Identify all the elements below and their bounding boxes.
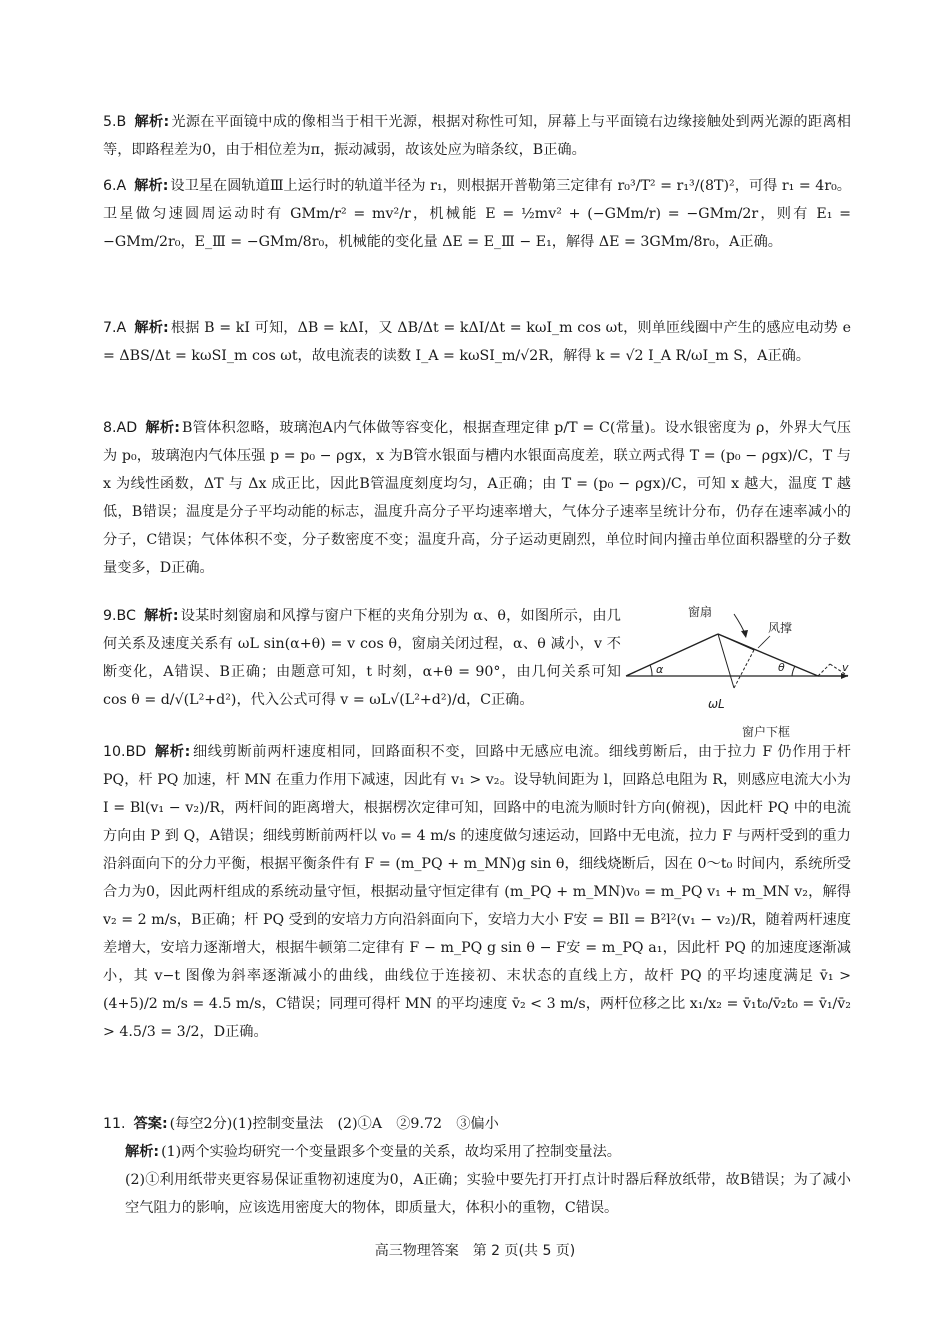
analysis-label: 解析: <box>154 744 191 760</box>
analysis-text: B管体积忽略，玻璃泡A内气体做等容变化，根据查理定律 p/T = C(常量)。设水银密度为 ρ，外界大气压为 p₀，玻璃泡内气体压强 p = p₀ − ρgx，x 为B管水银面与槽内水银面高度差，联立两式得 T = (p₀ − ρgx)/C，T 与 x 为线性函数，ΔT 与 Δx 成正比，因此B管温度刻度均匀，A正确；由 T = (p₀ − ρgx)/C，可知 x 越大，温度 T 越低，B错误；温度是分子平均动能的标志，温度升高分子平均速率增大，气体分子速率呈统计分布，仍存在速率减小的分子，C错误；气体体积不变，分子数密度不变；温度升高，分子运动更剧烈，单位时间内撞击单位面积器壁的分子数量变多，D正确。 <box>103 420 851 576</box>
theta-arc <box>792 666 795 676</box>
answer-q5 <box>103 108 851 164</box>
analysis-text: 细线剪断前两杆速度相同，回路面积不变，回路中无感应电流。细线剪断后，由于拉力 F 仍作用于杆 PQ，杆 PQ 加速，杆 MN 在重力作用下减速，因此有 v₁ > v₂。设导轨间距为 l，回路总电阻为 R，则感应电流大小为 I = Bl(v₁ − v₂)/R，两杆间的距离增大，根据楞次定律可知，回路中的电流为顺时针方向(俯视)，因此杆 PQ 中的电流方向由 P 到 Q，A错误；细线剪断前两杆以 v₀ = 4 m/s 的速度做匀速运动，回路中无电流，拉力 F 与两杆受到的重力沿斜面向下的分力平衡，根据平衡条件有 F = (m_PQ + m_MN)g sin θ，细线烧断后，因在 0～t₀ 时间内，系统所受合力为0，因此两杆组成的系统动量守恒，根据动量守恒定律有 (m_PQ + m_MN)v₀ = m_PQ v₁ + m_MN v₂，解得 v₂ = 2 m/s，B正确；杆 PQ 受到的安培力方向沿斜面向下，安培力大小 F安 = BIl = B²l²(v₁ − v₂)/R，随着两杆速度差增大，安培力逐渐增大，根据牛顿第二定律有 F − m_PQ g sin θ − F安 = m_PQ a₁，因此杆 PQ 的加速度逐渐减小，其 v−t 图像为斜率逐渐减小的曲线，曲线位于连接初、末状态的直线上方，故杆 PQ 的平均速度满足 v̄₁ > (4+5)/2 m/s = 4.5 m/s，C错误；同理可得杆 MN 的平均速度 v̄₂ < 3 m/s，两杆位移之比 x₁/x₂ = v̄₁t₀/v̄₂t₀ = v̄₁/v̄₂ > 4.5/3 = 3/2，D正确。 <box>103 744 851 1040</box>
analysis-text: 设卫星在圆轨道Ⅲ上运行时的轨道半径为 r₁，则根据开普勒第三定律有 r₀³/T² = r₁³/(8T)²，可得 r₁ = 4r₀。卫星做匀速圆周运动时有 GMm/r² = mv²/r，机械能 E = ½mv² + (−GMm/r) = −GMm/2r，则有 E₁ = −GMm/2r₀，E_Ⅲ = −GMm/8r₀，机械能的变化量 ΔE = E_Ⅲ − E₁，解得 ΔE = 3GMm/8r₀，A正确。 <box>103 178 851 250</box>
analysis-text-2: (2)①利用纸带夹更容易保证重物初速度为0，A正确；实验中要先打开打点计时器后释放纸带，故B错误；为了减小空气阻力的影响，应该选用密度大的物体，即质量大，体积小的重物，C错误。 <box>125 1172 851 1216</box>
answer-line <box>103 1110 851 1138</box>
window-brace-figure <box>622 600 854 742</box>
answer-choice: A <box>116 178 127 194</box>
analysis-label: 解析: <box>134 320 169 336</box>
dashed-component <box>818 664 830 676</box>
brace-pointer <box>758 636 770 648</box>
answer-q8 <box>103 414 851 582</box>
analysis-label: 解析: <box>134 178 169 194</box>
answer-choice: BC <box>116 608 136 624</box>
answer-text: (每空2分)(1)控制变量法 (2)①A ②9.72 ③偏小 <box>169 1116 499 1132</box>
analysis-line-2 <box>103 1166 851 1222</box>
answer-q6 <box>103 172 851 256</box>
question-number: 5. <box>103 114 117 130</box>
question-number: 11. <box>103 1116 126 1132</box>
answer-q7 <box>103 314 851 370</box>
question-number: 8. <box>103 420 117 436</box>
helper-dashed-line <box>734 650 754 688</box>
analysis-label: 解析: <box>143 608 179 624</box>
analysis-label: 解析: <box>145 420 180 436</box>
analysis-line-1 <box>103 1138 851 1166</box>
helper-line-2 <box>718 634 754 650</box>
question-number: 10. <box>103 744 126 760</box>
analysis-text: 光源在平面镜中成的像相当于相干光源，根据对称性可知，屏幕上与平面镜右边缘接触处到两光源的距离相等，即路程差为0，由于相位差为π，振动减弱，故该处应为暗条纹，B正确。 <box>103 114 851 158</box>
answer-choice: A <box>116 320 127 336</box>
velocity-omegaL-line <box>718 634 734 688</box>
analysis-label: 解析: <box>134 114 170 130</box>
label-v: v <box>842 661 849 674</box>
analysis-text: (1)两个实验均研究一个变量跟多个变量的关系，故均采用了控制变量法。 <box>161 1144 621 1160</box>
label-window: 窗扇 <box>688 605 713 619</box>
analysis-text: 设某时刻窗扇和风撑与窗户下框的夹角分别为 α、θ，如图所示，由几何关系及速度关系有 ωL sin(α+θ) = v cos θ，窗扇关闭过程，α、θ 减小，v 不断变化，A错误、B正确；由题意可知，t 时刻，α+θ = 90°，由几何关系可知 cos θ = d/√(L²+d²)，代入公式可得 v = ωL√(L²+d²)/d，C正确。 <box>103 608 621 708</box>
answer-q9 <box>103 602 621 714</box>
question-number: 9. <box>103 608 117 624</box>
analysis-text: 根据 B = kI 可知，ΔB = kΔI，又 ΔB/Δt = kΔI/Δt = kωI_m cos ωt，则单匝线圈中产生的感应电动势 e = ΔBS/Δt = kωSI_m cos ωt，故电流表的读数 I_A = kωSI_m/√2R，解得 k = √2 I_A R/ωI_m S，A正确。 <box>103 320 851 364</box>
analysis-label: 解析: <box>125 1144 160 1160</box>
answer-choice: BD <box>125 744 147 760</box>
question-number: 7. <box>103 320 117 336</box>
answer-choice: B <box>116 114 127 130</box>
answer-label: 答案: <box>133 1116 168 1132</box>
page-footer: 高三物理答案 第 2 页(共 5 页) <box>374 1243 576 1259</box>
label-frame: 窗户下框 <box>742 725 791 739</box>
label-theta: θ <box>778 661 785 674</box>
answer-q11 <box>103 1110 851 1222</box>
alpha-arc <box>650 665 652 676</box>
window-sash-line <box>626 634 718 676</box>
question-number: 6. <box>103 178 117 194</box>
answer-choice: AD <box>116 420 138 436</box>
answer-q10 <box>103 738 851 1046</box>
label-brace: 风撑 <box>768 621 793 635</box>
label-alpha: α <box>656 663 664 676</box>
label-omegaL: ωL <box>708 697 725 711</box>
arrow-head-motion <box>741 630 748 638</box>
